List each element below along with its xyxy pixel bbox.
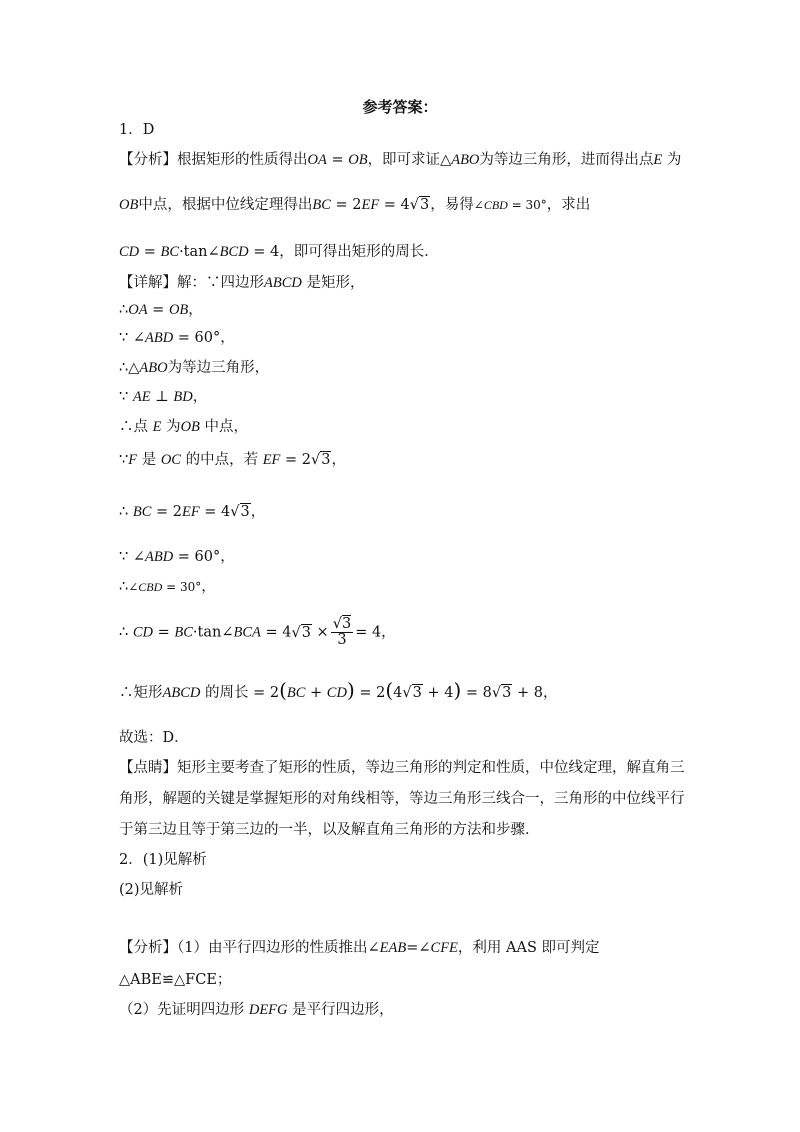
q1-step-abd-60-again: ∵ ∠ABD = 60°， [119,549,235,565]
q1-step-cbd-30: ∴∠CBD = 30°， [119,579,216,595]
q2-number: 2．(1)见解析 [119,852,207,868]
q2-analysis-line1: 【分析】（1）由平行四边形的性质推出∠EAB=∠CFE，利用 AAS 即可判定 [119,940,600,956]
q1-step-midpoint-e: ∴点 E 为OB 中点， [119,419,249,435]
q1-analysis-line1: 【分析】根据矩形的性质得出OA = OB，即可求证△ABO为等边三角形，进而得出点E 为 [119,152,682,168]
q1-step-bc-value: ∴ BC = 2EF = 4√3， [119,504,266,520]
q1-analysis-line3: CD = BC·tan∠BCD = 4，即可得出矩形的周长． [119,244,439,260]
q1-comment-line2: 角形，解题的关键是掌握矩形的对角线相等，等边三角形三线合一，三角形的中位线平行 [119,791,685,807]
q1-comment-line3: 于第三边且等于第三边的一半，以及解直角三角形的方法和步骤． [119,822,540,838]
q1-detail-line1: 【详解】解：∵四边形ABCD 是矩形， [119,275,365,291]
q2-analysis-line3: （2）先证明四边形 DEFG 是平行四边形， [119,1002,394,1018]
q1-step-cd-value: ∴ CD = BC·tan∠BCA = 4√3 × $\frac{√3}{3}$ = 4， [119,616,396,648]
q1-analysis-line2: OB中点，根据中位线定理得出BC = 2EF = 4√3，易得∠CBD = 30°，求出 [119,197,591,213]
q2-analysis-line2: △ABE≌△FCE； [119,972,232,988]
q1-step-oa-ob: ∴OA = OB， [119,302,203,318]
q1-step-equilateral: ∴△ABO为等边三角形， [119,360,270,376]
q1-step-perpendicular: ∵ AE ⊥ BD， [119,389,208,405]
q2-part2: (2)见解析 [119,882,184,898]
q1-step-perimeter: ∴矩形ABCD 的周长 = 2(BC + CD) = 2(4√3 + 4) = 8√3 + 8， [119,678,558,702]
page-title: 参考答案： [362,98,438,116]
q1-step-abd-60: ∵ ∠ABD = 60°， [119,330,235,346]
q1-number: 1．D [119,122,155,138]
q1-comment-line1: 【点睛】矩形主要考查了矩形的性质，等边三角形的判定和性质，中位线定理，解直角三 [119,760,685,776]
q1-step-midpoint-f: ∵F 是 OC 的中点，若 EF = 2√3， [119,452,346,468]
q1-conclusion: 故选：D． [119,730,189,746]
